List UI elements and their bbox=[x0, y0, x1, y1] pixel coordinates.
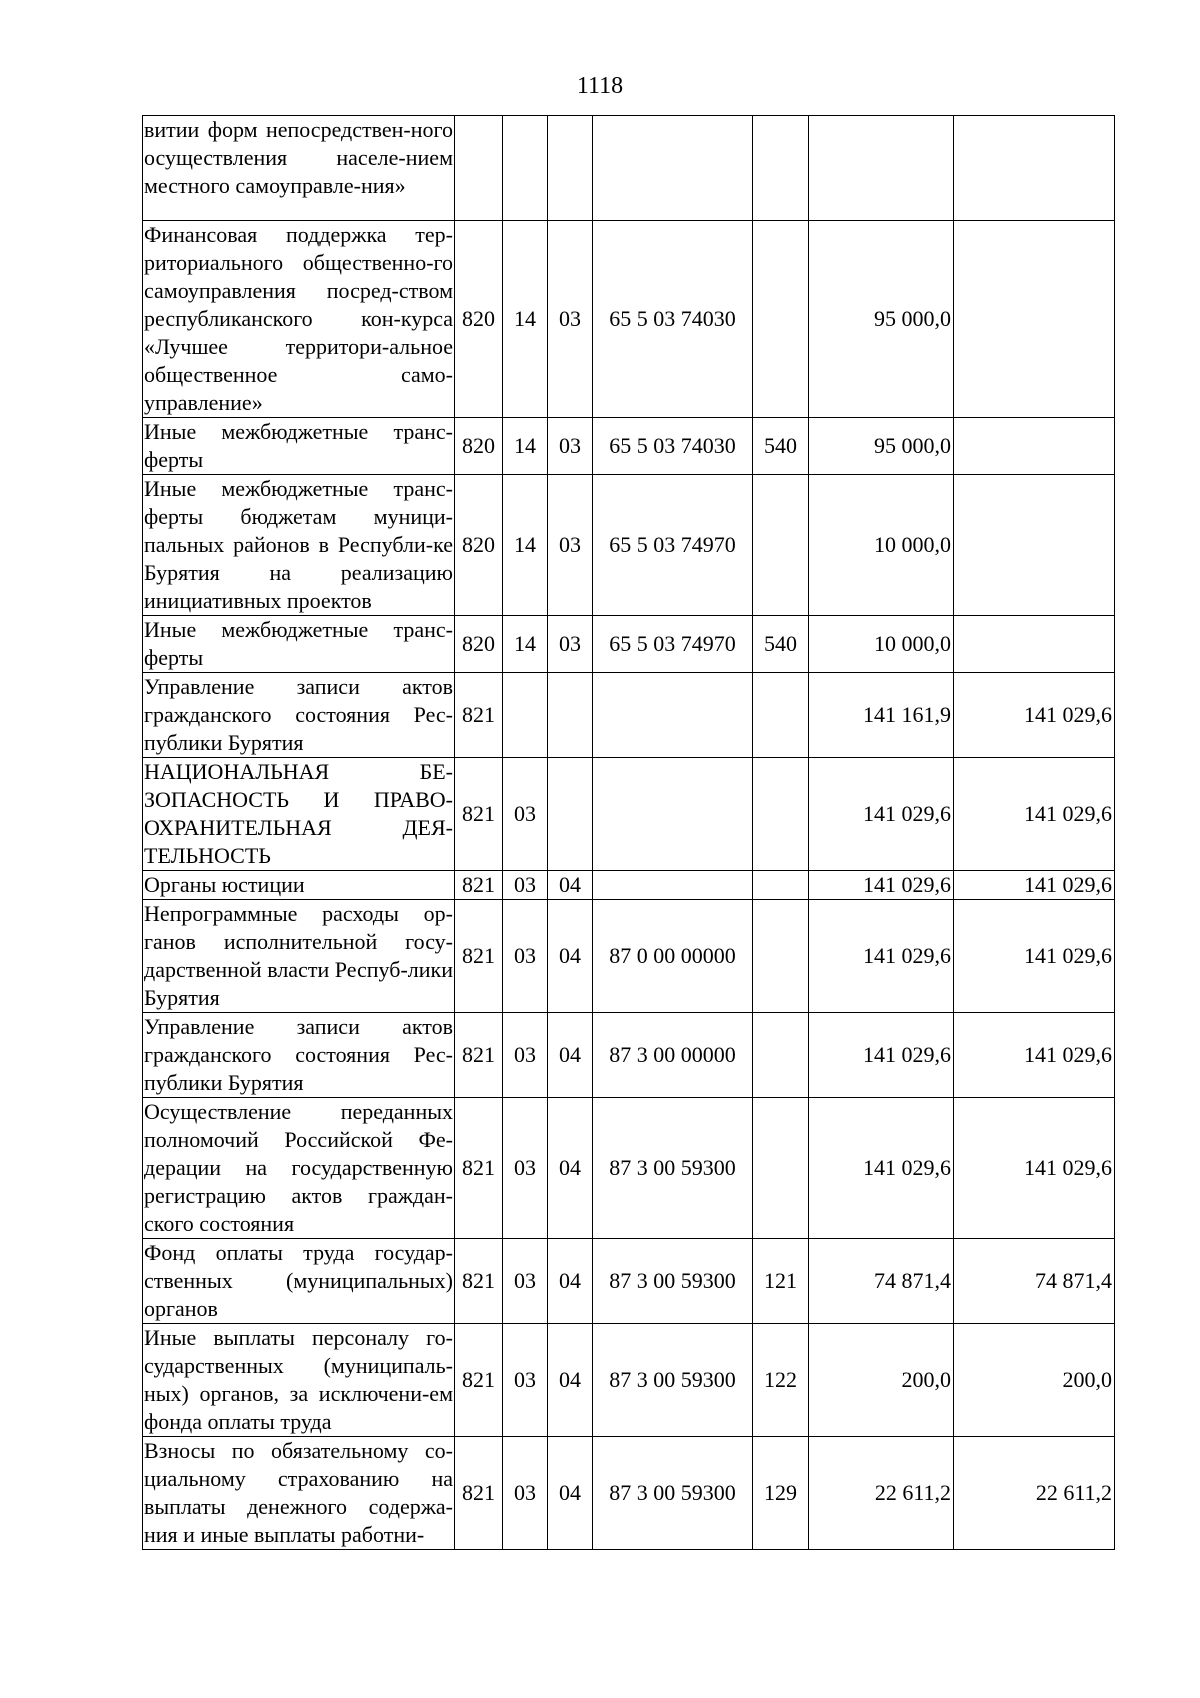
row-section-code: 14 bbox=[503, 418, 548, 475]
row-target-article bbox=[593, 871, 753, 900]
row-section-code: 03 bbox=[503, 758, 548, 871]
row-expense-type bbox=[753, 1013, 809, 1098]
row-ministry-code: 821 bbox=[455, 758, 503, 871]
row-target-article: 65 5 03 74030 bbox=[593, 418, 753, 475]
row-ministry-code: 820 bbox=[455, 475, 503, 616]
row-section-code bbox=[503, 116, 548, 221]
row-expense-type bbox=[753, 900, 809, 1013]
row-amount-2: 141 029,6 bbox=[954, 871, 1115, 900]
row-amount-1: 10 000,0 bbox=[809, 475, 954, 616]
budget-table bbox=[142, 115, 1115, 1550]
table-row bbox=[143, 1324, 1115, 1437]
row-subsection-code bbox=[548, 116, 593, 221]
row-description: Осуществление переданных полномочий Российской Фе-дерации на государственную регистрацию актов граждан-ского состояния bbox=[143, 1098, 455, 1239]
row-expense-type: 122 bbox=[753, 1324, 809, 1437]
table-row bbox=[143, 1239, 1115, 1324]
row-amount-1: 141 029,6 bbox=[809, 900, 954, 1013]
row-expense-type bbox=[753, 871, 809, 900]
row-amount-1: 95 000,0 bbox=[809, 418, 954, 475]
row-ministry-code: 821 bbox=[455, 871, 503, 900]
row-ministry-code: 821 bbox=[455, 1098, 503, 1239]
table-row bbox=[143, 1098, 1115, 1239]
row-ministry-code: 821 bbox=[455, 1324, 503, 1437]
row-subsection-code: 04 bbox=[548, 1013, 593, 1098]
row-section-code: 03 bbox=[503, 900, 548, 1013]
table-row bbox=[143, 900, 1115, 1013]
row-ministry-code: 820 bbox=[455, 221, 503, 418]
row-amount-1: 95 000,0 bbox=[809, 221, 954, 418]
row-amount-1: 141 029,6 bbox=[809, 871, 954, 900]
row-amount-1: 141 161,9 bbox=[809, 673, 954, 758]
row-description: Иные межбюджетные транс-ферты bbox=[143, 616, 455, 673]
row-subsection-code: 04 bbox=[548, 1437, 593, 1550]
row-subsection-code: 03 bbox=[548, 475, 593, 616]
row-target-article: 65 5 03 74030 bbox=[593, 221, 753, 418]
row-amount-2 bbox=[954, 221, 1115, 418]
row-target-article bbox=[593, 116, 753, 221]
row-target-article: 87 3 00 00000 bbox=[593, 1013, 753, 1098]
row-target-article: 87 3 00 59300 bbox=[593, 1239, 753, 1324]
row-amount-1: 141 029,6 bbox=[809, 1098, 954, 1239]
row-amount-2: 141 029,6 bbox=[954, 1098, 1115, 1239]
row-amount-1: 141 029,6 bbox=[809, 758, 954, 871]
row-amount-2 bbox=[954, 418, 1115, 475]
row-ministry-code: 821 bbox=[455, 1437, 503, 1550]
table-row bbox=[143, 758, 1115, 871]
table-row bbox=[143, 616, 1115, 673]
row-subsection-code: 04 bbox=[548, 900, 593, 1013]
row-target-article: 87 3 00 59300 bbox=[593, 1437, 753, 1550]
row-target-article: 65 5 03 74970 bbox=[593, 475, 753, 616]
row-amount-2: 74 871,4 bbox=[954, 1239, 1115, 1324]
row-expense-type bbox=[753, 673, 809, 758]
row-description: Фонд оплаты труда государ-ственных (муниципальных) органов bbox=[143, 1239, 455, 1324]
row-ministry-code: 820 bbox=[455, 616, 503, 673]
row-amount-1: 141 029,6 bbox=[809, 1013, 954, 1098]
row-amount-2 bbox=[954, 616, 1115, 673]
row-amount-1: 22 611,2 bbox=[809, 1437, 954, 1550]
row-section-code: 14 bbox=[503, 475, 548, 616]
row-description: Иные межбюджетные транс-ферты bbox=[143, 418, 455, 475]
row-amount-1: 74 871,4 bbox=[809, 1239, 954, 1324]
row-description: Иные межбюджетные транс-ферты бюджетам муници-пальных районов в Республи-ке Бурятия на реализацию инициативных проектов bbox=[143, 475, 455, 616]
row-section-code: 03 bbox=[503, 1098, 548, 1239]
row-target-article: 65 5 03 74970 bbox=[593, 616, 753, 673]
row-section-code: 14 bbox=[503, 616, 548, 673]
row-subsection-code bbox=[548, 673, 593, 758]
row-section-code: 14 bbox=[503, 221, 548, 418]
table-row bbox=[143, 116, 1115, 221]
table-row bbox=[143, 475, 1115, 616]
row-amount-2: 141 029,6 bbox=[954, 1013, 1115, 1098]
row-description: Непрограммные расходы ор-ганов исполнительной госу-дарственной власти Респуб-лики Бурятия bbox=[143, 900, 455, 1013]
row-amount-2: 141 029,6 bbox=[954, 900, 1115, 1013]
row-section-code: 03 bbox=[503, 1239, 548, 1324]
row-section-code: 03 bbox=[503, 1324, 548, 1437]
row-amount-2 bbox=[954, 475, 1115, 616]
row-ministry-code: 821 bbox=[455, 1239, 503, 1324]
row-amount-2: 22 611,2 bbox=[954, 1437, 1115, 1550]
row-ministry-code bbox=[455, 116, 503, 221]
row-subsection-code: 03 bbox=[548, 221, 593, 418]
row-subsection-code: 04 bbox=[548, 1098, 593, 1239]
row-expense-type: 540 bbox=[753, 418, 809, 475]
row-amount-2: 141 029,6 bbox=[954, 673, 1115, 758]
row-expense-type bbox=[753, 475, 809, 616]
row-subsection-code: 04 bbox=[548, 1324, 593, 1437]
row-description: НАЦИОНАЛЬНАЯ БЕ-ЗОПАСНОСТЬ И ПРАВО-ОХРАНИТЕЛЬНАЯ ДЕЯ-ТЕЛЬНОСТЬ bbox=[143, 758, 455, 871]
row-subsection-code: 04 bbox=[548, 1239, 593, 1324]
row-subsection-code: 04 bbox=[548, 871, 593, 900]
table-row bbox=[143, 673, 1115, 758]
row-ministry-code: 821 bbox=[455, 1013, 503, 1098]
row-expense-type bbox=[753, 758, 809, 871]
budget-table-body bbox=[143, 116, 1115, 1550]
row-target-article: 87 3 00 59300 bbox=[593, 1324, 753, 1437]
row-ministry-code: 821 bbox=[455, 673, 503, 758]
row-target-article bbox=[593, 673, 753, 758]
row-expense-type bbox=[753, 221, 809, 418]
row-description: Органы юстиции bbox=[143, 871, 455, 900]
row-description: Финансовая поддержка тер-риториального общественно-го самоуправления посред-ством республиканского кон-курса «Лучшее территори-альное общественное само-управление» bbox=[143, 221, 455, 418]
row-target-article: 87 3 00 59300 bbox=[593, 1098, 753, 1239]
row-description: Иные выплаты персоналу го-сударственных (муниципаль-ных) органов, за исключени-ем фонда оплаты труда bbox=[143, 1324, 455, 1437]
row-amount-2: 200,0 bbox=[954, 1324, 1115, 1437]
row-expense-type bbox=[753, 1098, 809, 1239]
row-section-code: 03 bbox=[503, 1437, 548, 1550]
row-amount-1: 200,0 bbox=[809, 1324, 954, 1437]
row-description: Управление записи актов гражданского состояния Рес-публики Бурятия bbox=[143, 1013, 455, 1098]
page-number: 1118 bbox=[576, 73, 624, 99]
table-row bbox=[143, 418, 1115, 475]
row-section-code bbox=[503, 673, 548, 758]
row-ministry-code: 821 bbox=[455, 900, 503, 1013]
row-expense-type bbox=[753, 116, 809, 221]
row-description: Взносы по обязательному со-циальному страхованию на выплаты денежного содержа-ния и иные выплаты работни- bbox=[143, 1437, 455, 1550]
row-amount-1 bbox=[809, 116, 954, 221]
row-expense-type: 540 bbox=[753, 616, 809, 673]
table-row bbox=[143, 221, 1115, 418]
row-target-article: 87 0 00 00000 bbox=[593, 900, 753, 1013]
table-row bbox=[143, 1437, 1115, 1550]
row-section-code: 03 bbox=[503, 1013, 548, 1098]
row-subsection-code bbox=[548, 758, 593, 871]
row-description: Управление записи актов гражданского состояния Рес-публики Бурятия bbox=[143, 673, 455, 758]
row-amount-2: 141 029,6 bbox=[954, 758, 1115, 871]
row-section-code: 03 bbox=[503, 871, 548, 900]
row-subsection-code: 03 bbox=[548, 418, 593, 475]
row-target-article bbox=[593, 758, 753, 871]
table-row bbox=[143, 1013, 1115, 1098]
row-expense-type: 121 bbox=[753, 1239, 809, 1324]
row-subsection-code: 03 bbox=[548, 616, 593, 673]
row-description: витии форм непосредствен-ного осуществления населе-нием местного самоуправле-ния» bbox=[143, 116, 455, 221]
table-row bbox=[143, 871, 1115, 900]
row-ministry-code: 820 bbox=[455, 418, 503, 475]
row-amount-2 bbox=[954, 116, 1115, 221]
row-expense-type: 129 bbox=[753, 1437, 809, 1550]
row-amount-1: 10 000,0 bbox=[809, 616, 954, 673]
